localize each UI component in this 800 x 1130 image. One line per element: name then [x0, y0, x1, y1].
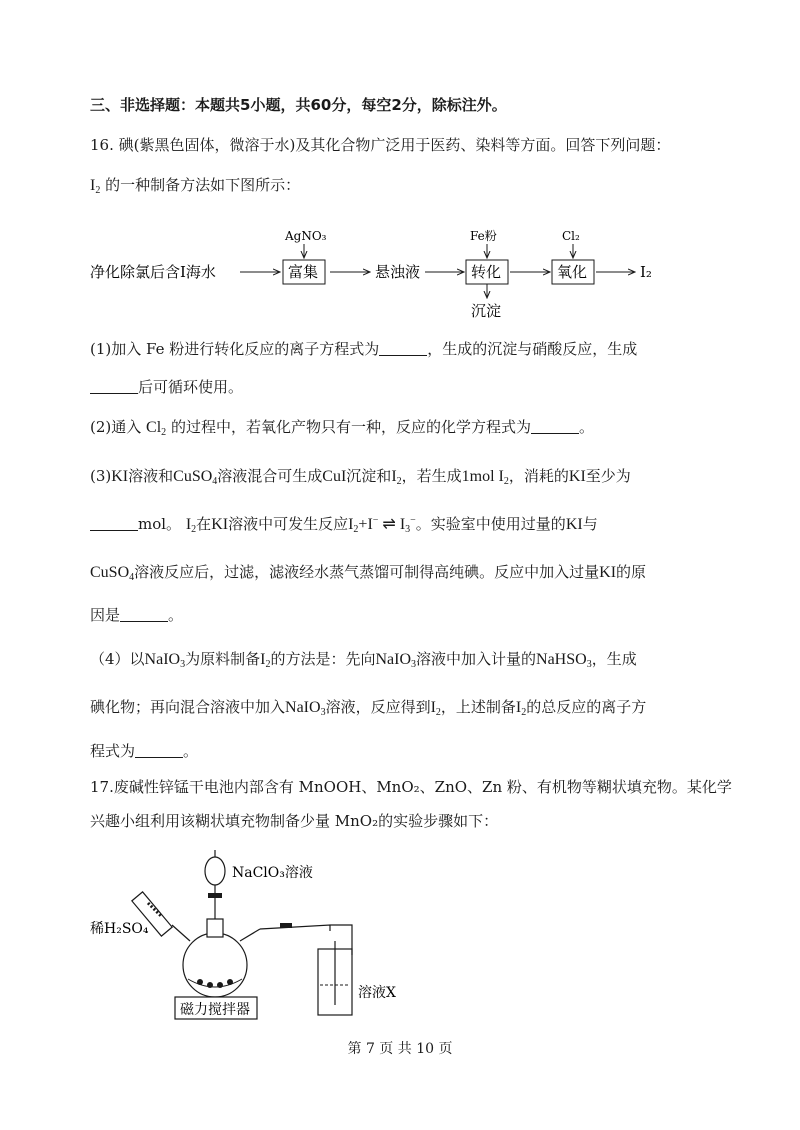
q16-part3-line3 [90, 561, 646, 584]
flow-step1-reagent: AgNO₃ [285, 229, 327, 243]
q16-p1-text-c: 后可循环使用。 [138, 378, 244, 396]
answer-blank[interactable] [531, 419, 579, 434]
funnel-stopcock [208, 893, 222, 898]
flow-step3: 氧化 [557, 263, 588, 281]
q16-p2-text-c: 。 [578, 418, 594, 436]
solid-bead [227, 979, 233, 985]
flow-mid: 悬浊液 [375, 263, 421, 281]
naio3-formula: NaIO$_3$ [285, 699, 326, 718]
solid-bead [217, 982, 223, 988]
q16-part3-line4 [90, 604, 183, 626]
flow-step2: 转化 [471, 263, 502, 281]
funnel-label: NaClO₃溶液 [232, 865, 313, 881]
cuso4-formula: CuSO$_4$ [90, 564, 135, 583]
q16-p3-text-e: ，若生成 [401, 467, 462, 485]
q16-p4-text-h: ，上述制备 [440, 698, 516, 716]
q16-p4-text-k: 。 [183, 742, 199, 760]
page-footer: 第 7 页 共 10 页 [347, 1041, 453, 1057]
q16-p2-text-b: 的过程中，若氧化产物只有一种，反应的化学方程式为 [170, 418, 531, 436]
q16-p3-text-i: 在 [196, 515, 212, 533]
q16-p4-text-a: （4）以 [90, 650, 145, 668]
ki-formula: KI [111, 468, 129, 485]
q16-p3-text-o: 因是 [90, 606, 121, 624]
right-neck [240, 929, 260, 941]
answer-blank[interactable] [379, 341, 427, 356]
q16-p3-text-a: (3) [90, 467, 112, 485]
flow-step2-output: 沉淀 [471, 302, 502, 320]
answer-blank[interactable] [90, 516, 138, 531]
equilibrium-equation: $I_2+I^-$ ⇌ $I_3^-$ [348, 515, 416, 535]
answer-blank[interactable] [90, 379, 138, 394]
q17-line1: 17.废碱性锌锰干电池内部含有 MnOOH、MnO₂、ZnO、Zn 粉、有机物等糊状填充物。某化学 [90, 778, 732, 796]
funnel-bulb [205, 857, 225, 885]
ki-formula: KI [211, 516, 229, 533]
q16-intro: 16. 碘(紫黑色固体，微溶于水)及其化合物广泛用于医药、染料等方面。回答下列问题： [90, 136, 671, 154]
flow-start: 净化除氯后含I海水 [90, 263, 216, 281]
q16-p3-text-l: 与 [582, 515, 598, 533]
naio3-formula: NaIO$_3$ [375, 651, 416, 670]
q16-p4-text-g: 溶液，反应得到 [325, 698, 431, 716]
i2-formula: $I_2$ [430, 699, 441, 718]
q16-part3-line2 [90, 513, 598, 536]
acid-label: 稀H₂SO₄ [90, 921, 149, 937]
nahso3-formula: NaHSO$_3$ [536, 651, 592, 670]
q16-p3-text-f: ，消耗的 [508, 467, 569, 485]
flask-neck [207, 919, 223, 937]
q16-p1-text-b: ，生成的沉淀与硝酸反应，生成 [427, 340, 638, 358]
apparatus-diagram [90, 845, 430, 1025]
q16-part2 [90, 416, 594, 439]
q16-part3-line1 [90, 465, 631, 488]
q16-part4-line1 [90, 648, 637, 671]
q16-p1-text-a: (1)加入 Fe 粉进行转化反应的离子方程式为 [90, 340, 380, 358]
q16-method-line [90, 174, 300, 197]
q16-p4-text-c: 的方法是：先向 [270, 650, 376, 668]
bottle-label: 溶液X [358, 985, 396, 1001]
q16-part4-line2 [90, 696, 646, 719]
q16-p4-text-b: 为原料制备 [185, 650, 261, 668]
q16-part1-line2 [90, 376, 243, 398]
section-header: 三、非选择题：本题共5小题，共60分，每空2分，除标注外。 [90, 96, 507, 114]
q16-p4-text-d: 溶液中加入计量的 [416, 650, 537, 668]
naio3-formula: NaIO$_3$ [144, 651, 186, 670]
flow-step2-reagent: Fe粉 [470, 229, 497, 243]
one-mol-i2: 1mol $I_2$ [461, 468, 509, 487]
cl2-formula: $Cl_2$ [146, 419, 167, 438]
stirrer-label: 磁力搅拌器 [180, 1002, 250, 1018]
q16-p3-text-k: 。实验室中使用过量的 [415, 515, 566, 533]
left-neck [172, 925, 190, 941]
q16-part1-line1 [90, 338, 637, 360]
ki-formula: KI [565, 516, 583, 533]
q16-p3-text-b: 溶液和 [128, 467, 174, 485]
q16-p3-text-d: 沉淀和 [346, 467, 392, 485]
cuso4-formula: CuSO$_4$ [173, 468, 218, 487]
q16-p3-text-p: 。 [168, 606, 184, 624]
q16-p2-text-a: (2)通入 [90, 418, 142, 436]
iodine-flow-diagram [80, 222, 700, 322]
q16-p3-text-c: 溶液混合可生成 [217, 467, 323, 485]
gas-tube [260, 925, 352, 955]
flask-contents [188, 979, 242, 987]
flow-product: I₂ [640, 263, 652, 281]
acid-liquid [148, 903, 162, 917]
i2-formula: $I_2$ [260, 651, 271, 670]
q16-p3-text-g: 至少为 [585, 467, 631, 485]
q16-p3-text-n: 的原 [616, 563, 647, 581]
answer-blank[interactable] [120, 607, 168, 622]
q17-line2: 兴趣小组利用该糊状填充物制备少量 MnO₂的实验步骤如下： [90, 812, 499, 830]
flow-step3-reagent: Cl₂ [562, 229, 580, 243]
answer-blank[interactable] [135, 743, 183, 758]
q16-p3-text-h: mol。 [138, 515, 182, 533]
flow-step1: 富集 [288, 263, 319, 281]
i2-formula: $I_2$ [90, 177, 101, 196]
q16-p4-text-e: ，生成 [591, 650, 637, 668]
solid-bead [207, 982, 213, 988]
q16-part4-line3 [90, 740, 198, 762]
i2-formula: $I_2$ [185, 516, 197, 535]
i2-formula: $I_2$ [391, 468, 402, 487]
i2-formula: $I_2$ [515, 699, 527, 718]
ki-formula: KI [568, 468, 586, 485]
q16-p4-text-i: 的总反应的离子方 [526, 698, 647, 716]
solid-bead [197, 979, 203, 985]
tube-joint [280, 923, 292, 928]
q16-p4-text-j: 程式为 [90, 742, 136, 760]
q16-p3-text-m: 溶液反应后，过滤，滤液经水蒸气蒸馏可制得高纯碘。反应中加入过量 [134, 563, 600, 581]
cui-formula: CuI [322, 468, 347, 485]
q16-method-text: 的一种制备方法如下图所示： [105, 176, 301, 194]
ki-formula: KI [599, 564, 617, 581]
q16-p4-text-f: 碘化物；再向混合溶液中加入 [90, 698, 286, 716]
q16-p3-text-j: 溶液中可发生反应 [228, 515, 349, 533]
